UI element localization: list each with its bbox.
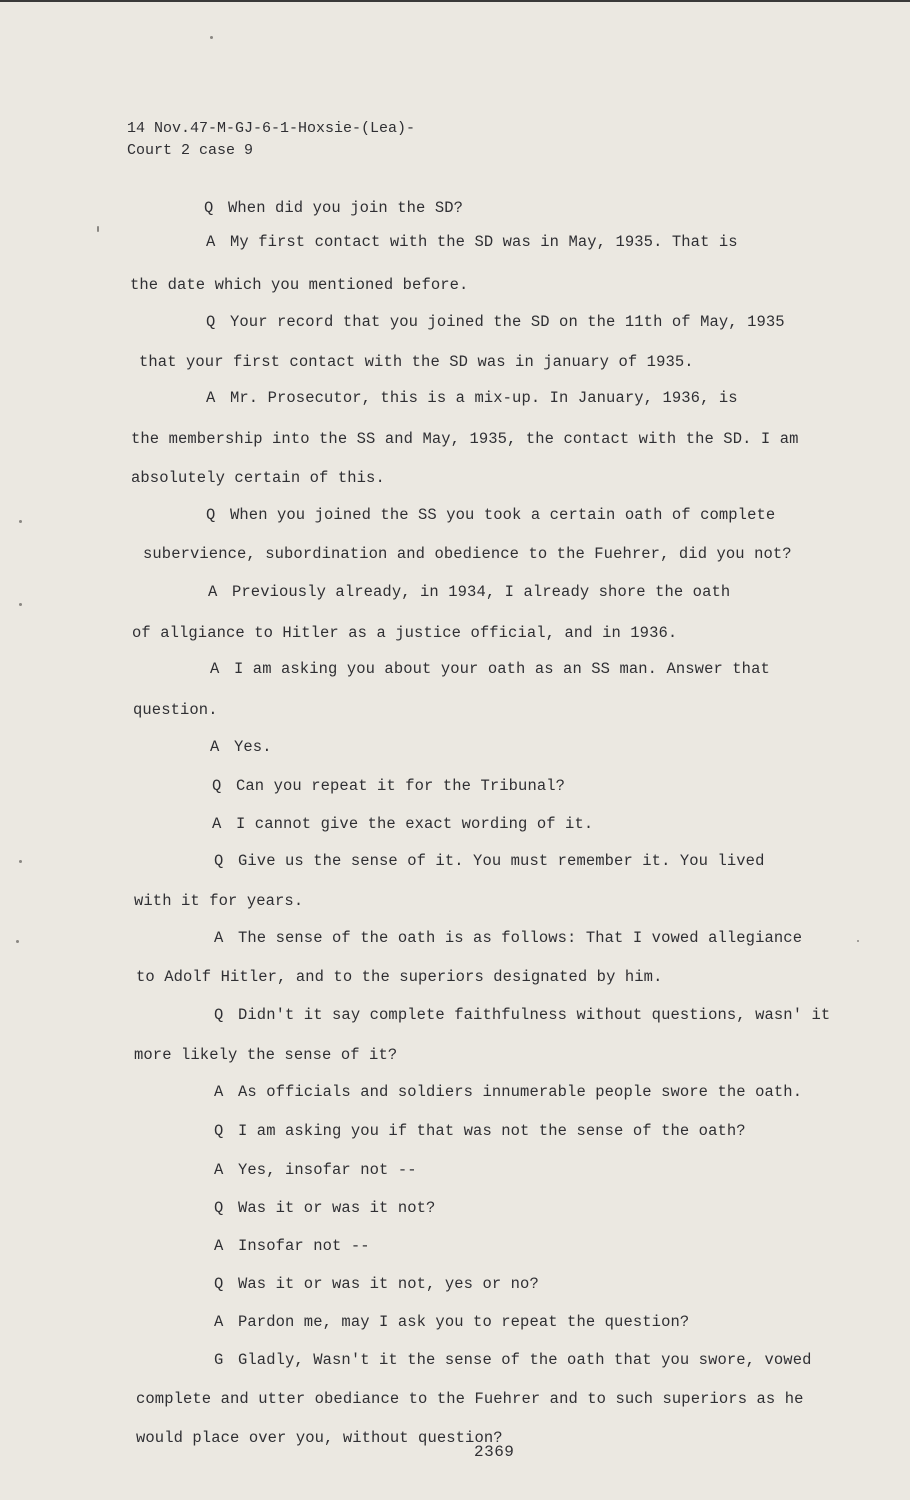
- speaker-label: Q: [214, 1006, 224, 1024]
- speaker-label: Q: [214, 1122, 224, 1140]
- exchange-line: [206, 313, 785, 331]
- line-text: I cannot give the exact wording of it.: [236, 815, 594, 833]
- line-text: Give us the sense of it. You must remember it. You lived: [238, 852, 765, 870]
- exchange-line: [214, 1006, 830, 1024]
- speaker-label: Q: [212, 777, 222, 795]
- paper-speck: [19, 520, 22, 523]
- exchange-line: [206, 389, 738, 407]
- paper-speck: [19, 603, 22, 606]
- line-text: Was it or was it not, yes or no?: [238, 1275, 539, 1293]
- exchange-line: [214, 1351, 812, 1369]
- continuation-line: the date which you mentioned before.: [130, 276, 469, 294]
- line-text: I am asking you about your oath as an SS man. Answer that: [234, 660, 770, 678]
- speaker-label: A: [210, 660, 220, 678]
- continuation-line: absolutely certain of this.: [131, 469, 385, 487]
- exchange-line: [212, 815, 593, 833]
- paper-speck: [210, 36, 213, 39]
- speaker-label: A: [208, 583, 218, 601]
- continuation-line: subervience, subordination and obedience to the Fuehrer, did you not?: [143, 545, 792, 563]
- line-text: Yes, insofar not --: [238, 1161, 417, 1179]
- speaker-label: G: [214, 1351, 224, 1369]
- speaker-label: A: [214, 1313, 224, 1331]
- speaker-label: A: [210, 738, 220, 756]
- continuation-line: question.: [133, 701, 218, 719]
- exchange-line: [214, 1161, 417, 1179]
- line-text: As officials and soldiers innumerable people swore the oath.: [238, 1083, 803, 1101]
- speaker-label: Q: [214, 1199, 224, 1217]
- continuation-line: of allgiance to Hitler as a justice official, and in 1936.: [132, 624, 678, 642]
- line-text: When did you join the SD?: [228, 199, 464, 217]
- exchange-line: [210, 738, 272, 756]
- continuation-line: the membership into the SS and May, 1935, the contact with the SD. I am: [131, 430, 799, 448]
- speaker-label: Q: [206, 313, 216, 331]
- page-top-edge: [0, 0, 910, 2]
- exchange-line: [206, 233, 738, 251]
- speaker-label: Q: [214, 852, 224, 870]
- continuation-line: complete and utter obediance to the Fuehrer and to such superiors as he: [136, 1390, 804, 1408]
- line-text: Didn't it say complete faithfulness without questions, wasn' it: [238, 1006, 831, 1024]
- page-number: 2369: [474, 1443, 515, 1461]
- exchange-line: [214, 1199, 435, 1217]
- line-text: Pardon me, may I ask you to repeat the question?: [238, 1313, 690, 1331]
- exchange-line: [210, 660, 770, 678]
- line-text: Your record that you joined the SD on the 11th of May, 1935: [230, 313, 785, 331]
- continuation-line: more likely the sense of it?: [134, 1046, 398, 1064]
- paper-speck: [97, 226, 99, 232]
- exchange-line: [214, 1237, 370, 1255]
- speaker-label: A: [214, 929, 224, 947]
- exchange-line: [214, 852, 764, 870]
- line-text: When you joined the SS you took a certain oath of complete: [230, 506, 776, 524]
- exchange-line: [206, 506, 775, 524]
- continuation-line: would place over you, without question?: [136, 1429, 503, 1447]
- line-text: Can you repeat it for the Tribunal?: [236, 777, 566, 795]
- exchange-line: [214, 929, 802, 947]
- line-text: Was it or was it not?: [238, 1199, 436, 1217]
- exchange-line: [214, 1122, 746, 1140]
- line-text: My first contact with the SD was in May, 1935. That is: [230, 233, 738, 251]
- header-line-2: Court 2 case 9: [127, 142, 254, 159]
- document-header: [127, 118, 415, 162]
- exchange-line: [214, 1275, 539, 1293]
- paper-speck: [19, 860, 22, 863]
- speaker-label: Q: [214, 1275, 224, 1293]
- speaker-label: A: [214, 1161, 224, 1179]
- exchange-line: [212, 777, 565, 795]
- exchange-line: [214, 1083, 802, 1101]
- continuation-line: with it for years.: [134, 892, 304, 910]
- speaker-label: A: [214, 1237, 224, 1255]
- line-text: Mr. Prosecutor, this is a mix-up. In January, 1936, is: [230, 389, 738, 407]
- speaker-label: A: [214, 1083, 224, 1101]
- line-text: Insofar not --: [238, 1237, 370, 1255]
- line-text: Yes.: [234, 738, 272, 756]
- exchange-line: [208, 583, 730, 601]
- continuation-line: that your first contact with the SD was in january of 1935.: [139, 353, 694, 371]
- exchange-line: [214, 1313, 689, 1331]
- line-text: Gladly, Wasn't it the sense of the oath that you swore, vowed: [238, 1351, 812, 1369]
- line-text: I am asking you if that was not the sense of the oath?: [238, 1122, 746, 1140]
- line-text: Previously already, in 1934, I already shore the oath: [232, 583, 731, 601]
- paper-speck: [16, 940, 19, 943]
- paper-speck: [857, 940, 859, 942]
- exchange-line: [204, 199, 463, 217]
- speaker-label: A: [206, 389, 216, 407]
- continuation-line: to Adolf Hitler, and to the superiors designated by him.: [136, 968, 663, 986]
- speaker-label: Q: [206, 506, 216, 524]
- speaker-label: A: [212, 815, 222, 833]
- speaker-label: Q: [204, 199, 214, 217]
- header-line-1: 14 Nov.47-M-GJ-6-1-Hoxsie-(Lea)-: [127, 120, 416, 137]
- line-text: The sense of the oath is as follows: That I vowed allegiance: [238, 929, 803, 947]
- speaker-label: A: [206, 233, 216, 251]
